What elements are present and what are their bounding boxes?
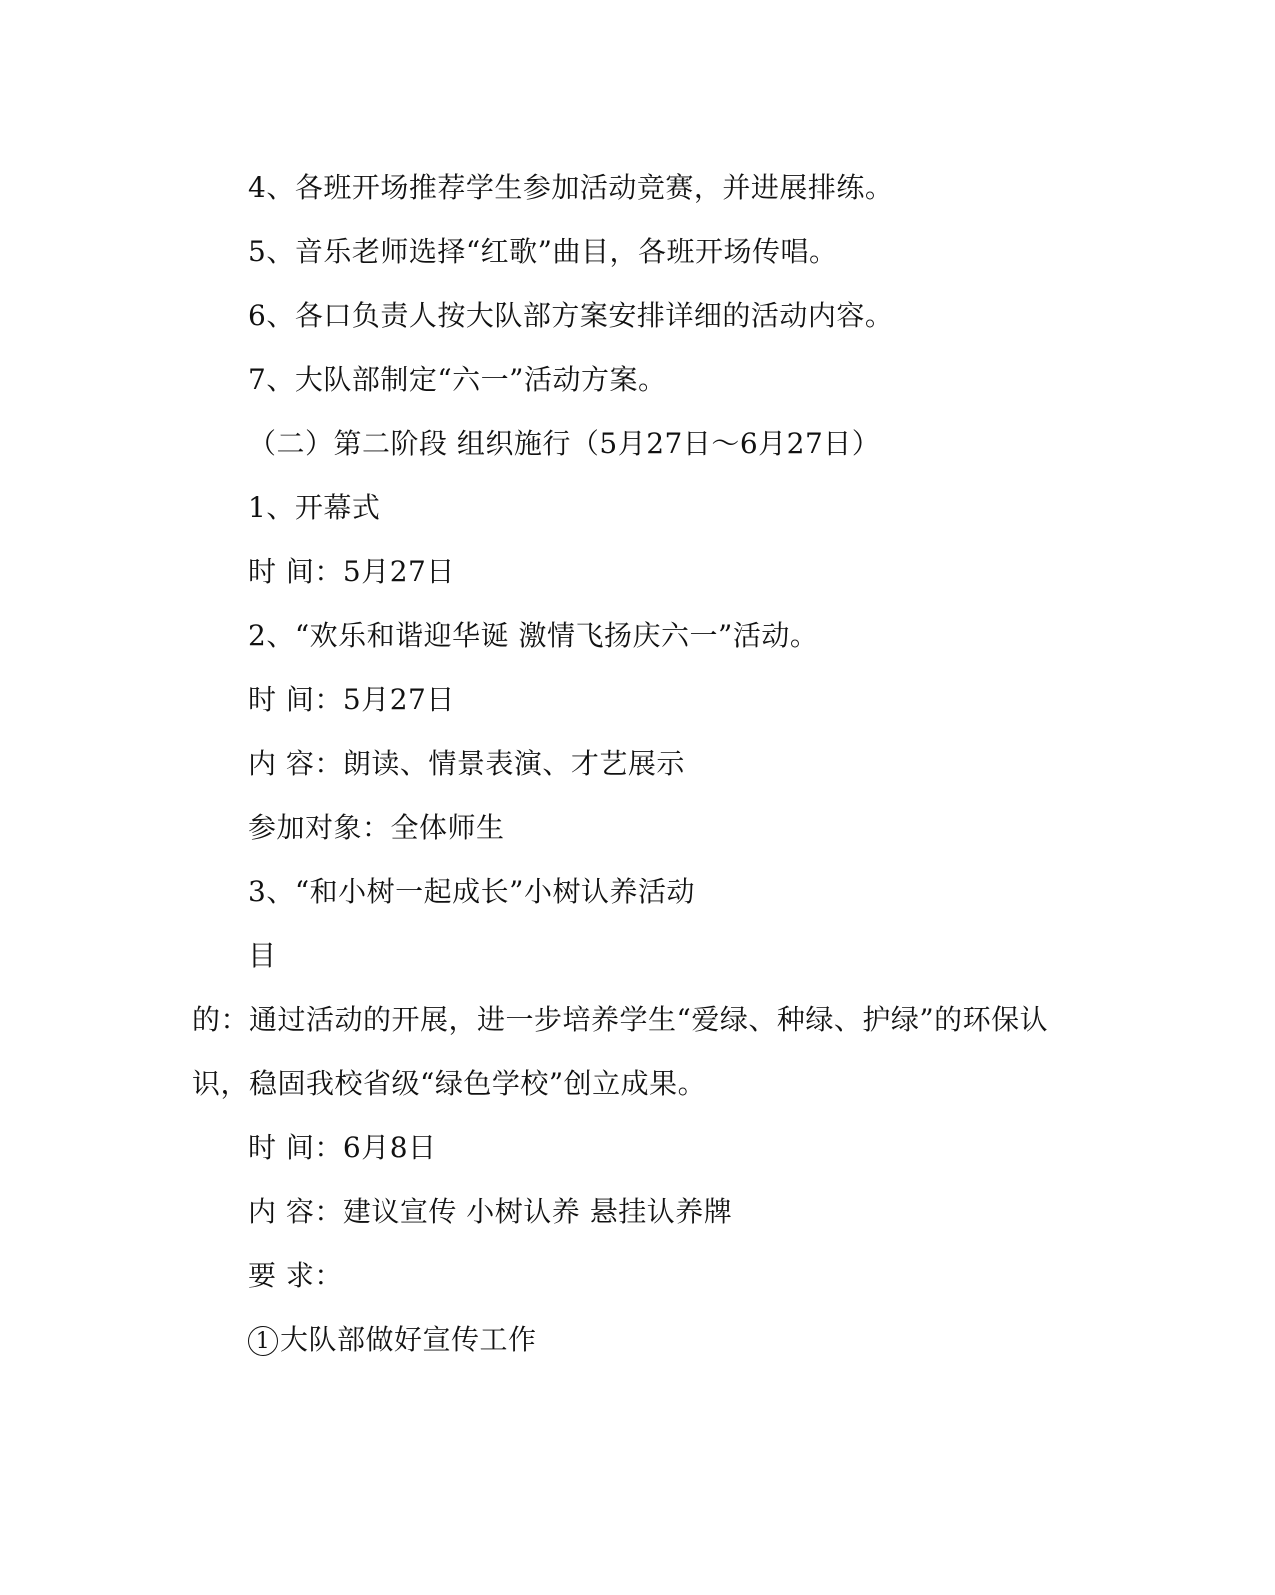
list-item-text: 大队部做好宣传工作: [280, 1323, 537, 1356]
text-line: 7、大队部制定“六一”活动方案。: [248, 363, 667, 396]
text-line: 时 间：5月27日: [248, 555, 455, 588]
text-line: 的：通过活动的开展，进一步培养学生“爱绿、种绿、护绿”的环保认: [192, 1003, 1049, 1036]
text-line: 参加对象：全体师生: [248, 811, 505, 844]
text-line: 内 容：朗读、情景表演、才艺展示: [248, 747, 685, 780]
text-line: 1、开幕式: [248, 491, 381, 524]
list-item: [248, 1320, 537, 1360]
text-line: 2、“欢乐和谐迎华诞 激情飞扬庆六一”活动。: [248, 619, 819, 652]
text-line: 内 容：建议宣传 小树认养 悬挂认养牌: [248, 1195, 733, 1228]
text-line: 4、各班开场推荐学生参加活动竞赛，并进展排练。: [248, 171, 894, 204]
text-line: 目: [248, 939, 277, 972]
text-line: 时 间：5月27日: [248, 683, 455, 716]
text-line: 识，稳固我校省级“绿色学校”创立成果。: [192, 1067, 707, 1100]
text-line: 6、各口负责人按大队部方案安排详细的活动内容。: [248, 299, 894, 332]
text-line: 5、音乐老师选择“红歌”曲目，各班开场传唱。: [248, 235, 838, 268]
text-line: 时 间：6月8日: [248, 1131, 437, 1164]
text-line: 要 求：: [248, 1259, 343, 1292]
circled-number: 1: [248, 1326, 278, 1356]
section-heading: （二）第二阶段 组织施行（5月27日～6月27日）: [248, 427, 881, 460]
text-line: 3、“和小树一起成长”小树认养活动: [248, 875, 695, 908]
